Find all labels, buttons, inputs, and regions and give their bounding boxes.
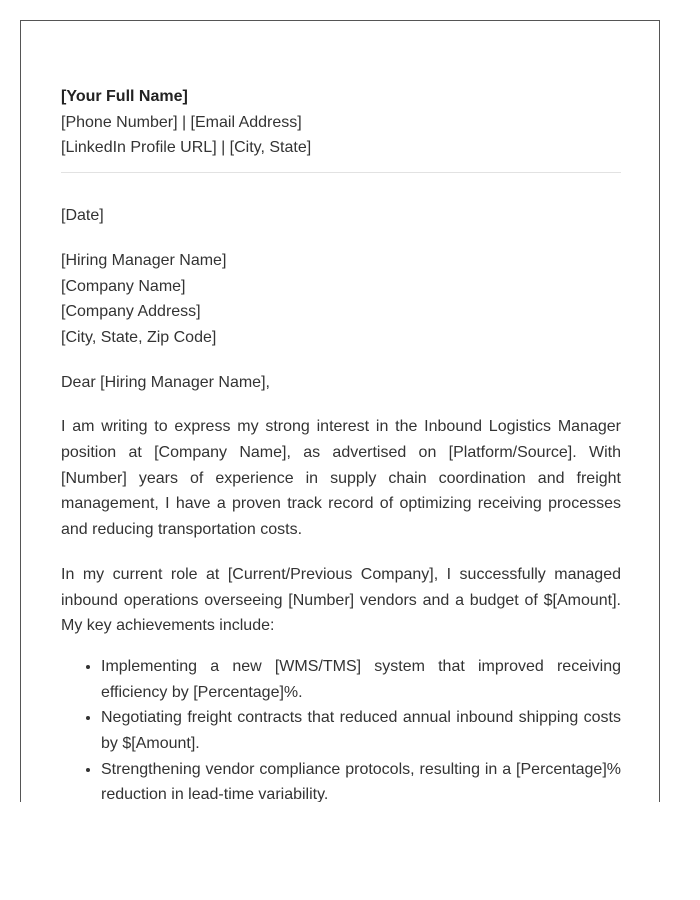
recipient-block	[61, 248, 621, 351]
recipient-city: [City, State, Zip Code]	[61, 328, 217, 346]
recipient-company: [Company Name]	[61, 277, 186, 295]
letter-date: [Date]	[61, 207, 104, 225]
list-item: • Strengthening vendor compliance protocols, resulting in a [Percentage]% reduction in lead-time variability.	[101, 757, 621, 802]
sender-header	[61, 84, 621, 161]
recipient-manager: [Hiring Manager Name]	[61, 251, 227, 269]
letter-page	[20, 20, 660, 802]
achievements-list	[61, 654, 621, 802]
recipient-address: [Company Address]	[61, 303, 201, 321]
sender-contact-linkedin-city: [LinkedIn Profile URL] | [City, State]	[61, 139, 312, 157]
salutation: Dear [Hiring Manager Name],	[61, 373, 270, 391]
sender-name: [Your Full Name]	[61, 88, 188, 105]
sender-contact-phone-email: [Phone Number] | [Email Address]	[61, 113, 302, 131]
letter-content	[61, 84, 621, 802]
intro-paragraph: I am writing to express my strong interest in the Inbound Logistics Manager position at [Company Name], as advertised on [Platform/Source]. With [Number] years of experience in supply chain coordination and freight management, I have a proven track record of optimizing receiving processes and reducing transportation costs.	[61, 418, 621, 539]
list-item: • Implementing a new [WMS/TMS] system that improved receiving efficiency by [Percentage]%.	[101, 654, 621, 705]
experience-paragraph: In my current role at [Current/Previous Company], I successfully managed inbound operations overseeing [Number] vendors and a budget of $[Amount]. My key achievements include:	[61, 565, 621, 635]
list-item: • Negotiating freight contracts that reduced annual inbound shipping costs by $[Amount].	[101, 705, 621, 756]
header-divider	[61, 172, 621, 173]
